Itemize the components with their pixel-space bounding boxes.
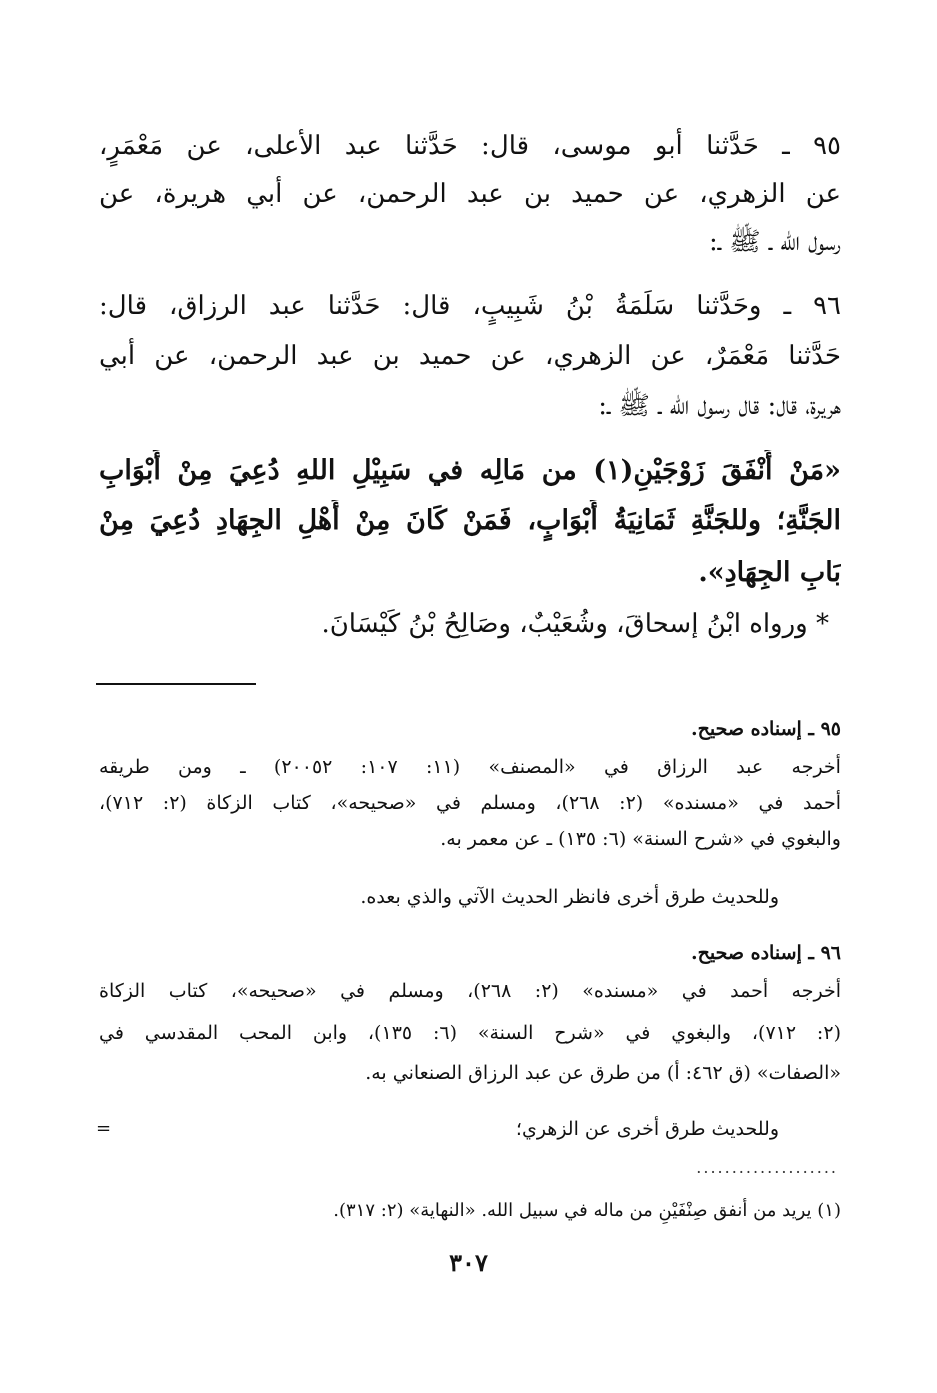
continuation-mark: =	[96, 1118, 112, 1139]
hadith-95-line-1: ٩٥ ـ حَدَّثنا أبو موسى، قال: حَدَّثنا عبد الأعلى، عن مَعْمَرٍ،	[99, 131, 841, 161]
hadith-96-line-2: حَدَّثنا مَعْمَرٌ، عن الزهري، عن حميد بن عبد الرحمن، عن أبي	[99, 341, 841, 371]
page-number: ٣٠٧	[449, 1248, 488, 1277]
matn-line-1: «مَنْ أَنْفَقَ زَوْجَيْنِ(١) من مَالِه في سَبِيْلِ اللهِ دُعِيَ مِنْ أَبْوَابِ	[99, 455, 841, 486]
notes-separator	[96, 683, 256, 685]
hadith-96-line-3: هريرة، قال: قال رسول الله ـ ﷺ ـ:	[598, 391, 841, 421]
footnote-separator: ....................	[696, 1158, 838, 1177]
note-96-extra: وللحديث طرق أخرى عن الزهري؛	[515, 1118, 779, 1140]
note-95-line-1: أخرجه عبد الرزاق في «المصنف» (١١: ١٠٧: ٢٠٠٥٢) ـ ومن طريقه	[99, 756, 841, 778]
note-96-line-1: أخرجه أحمد في «مسنده» (٢: ٢٦٨)، ومسلم في «صحيحه»، كتاب الزكاة	[99, 980, 841, 1002]
note-96-line-3: «الصفات» (ق ٤٦٢: أ) من طرق عن عبد الرزاق الصنعاني به.	[365, 1062, 841, 1084]
matn-line-3: بَابِ الجِهَادِ».	[698, 557, 841, 588]
hadith-95-line-3: رسول الله ـ ﷺ ـ:	[708, 227, 841, 257]
matn-line-2: الجَنَّةِ؛ وللجَنَّةِ ثَمَانِيَةُ أَبْوَابٍ، فَمَنْ كَانَ مِنْ أَهْلِ الجِهَادِ دُعِيَ مِنْ	[99, 505, 841, 536]
note-95-line-2: أحمد في «مسنده» (٢: ٢٦٨)، ومسلم في «صحيحه»، كتاب الزكاة (٢: ٧١٢)،	[99, 792, 841, 814]
note-96-line-2: (٢: ٧١٢)، والبغوي في «شرح السنة» (٦: ١٣٥)، وابن المحب المقدسي في	[99, 1022, 841, 1044]
hadith-96-line-1: ٩٦ ـ وحَدَّثنا سَلَمَةُ بْنُ شَبِيبٍ، قال: حَدَّثنا عبد الرزاق، قال:	[99, 291, 841, 321]
narration-note: * ورواه ابْنُ إسحاقَ، وشُعَيْبٌ، وصَالِحُ بْنُ كَيْسَانَ.	[321, 609, 829, 639]
hadith-95-line-2: عن الزهري، عن حميد بن عبد الرحمن، عن أبي هريرة، عن	[99, 179, 841, 209]
footnote-1: (١) يريد من أنفق صِنْفَيْنِ من ماله في سبيل الله. «النهاية» (٢: ٣١٧).	[333, 1200, 841, 1221]
note-96-heading: ٩٦ ـ إسناده صحيح.	[691, 942, 841, 964]
note-95-extra: وللحديث طرق أخرى فانظر الحديث الآتي والذي بعده.	[360, 886, 779, 908]
note-95-heading: ٩٥ ـ إسناده صحيح.	[691, 718, 841, 740]
note-95-line-3: والبغوي في «شرح السنة» (٦: ١٣٥) ـ عن معمر به.	[440, 828, 841, 850]
